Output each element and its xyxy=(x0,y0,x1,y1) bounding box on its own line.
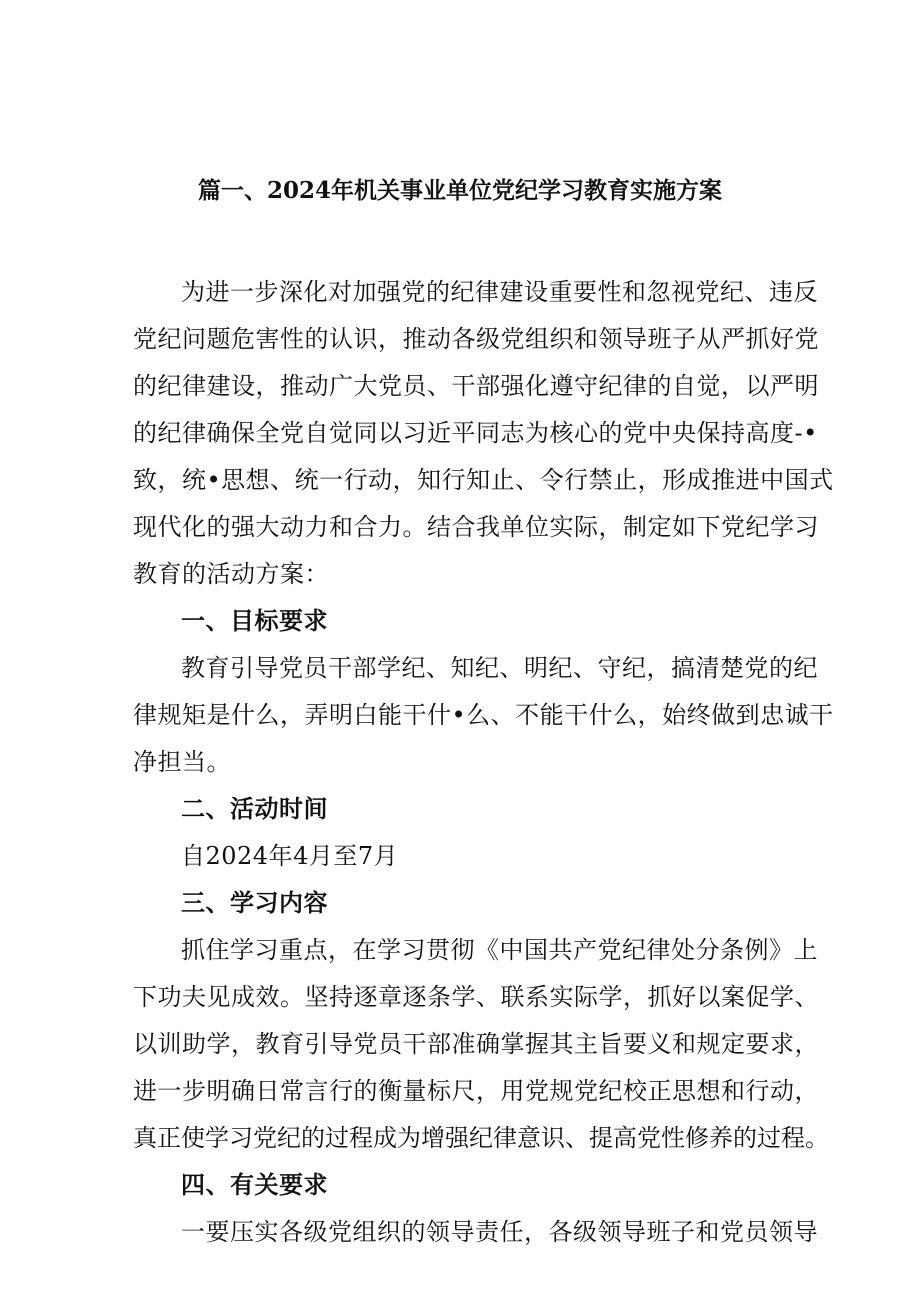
section3-line-1: 抓住学习重点，在学习贯彻《中国共产党纪律处分条例》上 xyxy=(181,936,818,964)
section2-heading: 二、活动时间 xyxy=(181,794,328,823)
section3-line-4: 进一步明确日常言行的衡量标尺，用党规党纪校正思想和行动， xyxy=(133,1077,819,1105)
section1-line-1: 教育引导党员干部学纪、知纪、明纪、守纪，搞清楚党的纪 xyxy=(181,654,818,682)
section1-heading: 一、目标要求 xyxy=(181,606,328,635)
section2-text: 自2024年4月至7月 xyxy=(181,842,399,870)
intro-line-5: 致，统•思想、统一行动，知行知止、令行禁止，形成推进中国式 xyxy=(133,466,834,494)
document-title: 篇一、2024年机关事业单位党纪学习教育实施方案 xyxy=(197,177,722,204)
section4-heading: 四、有关要求 xyxy=(181,1170,328,1199)
section4-line-1: 一要压实各级党组织的领导责任，各级领导班子和党员领导 xyxy=(181,1218,818,1246)
section3-line-5: 真正使学习党纪的过程成为增强纪律意识、提高党性修养的过程。 xyxy=(133,1124,829,1152)
intro-line-4: 的纪律确保全党自觉同以习近平同志为核心的党中央保持高度-• xyxy=(133,419,818,447)
intro-line-1: 为进一步深化对加强党的纪律建设重要性和忽视党纪、违反 xyxy=(181,278,818,306)
section1-line-3: 净担当。 xyxy=(133,748,231,776)
intro-line-6: 现代化的强大动力和合力。结合我单位实际，制定如下党纪学习 xyxy=(133,513,819,541)
section3-heading: 三、学习内容 xyxy=(181,888,328,917)
intro-line-7: 教育的活动方案： xyxy=(133,560,329,588)
section3-line-3: 以训助学，教育引导党员干部准确掌握其主旨要义和规定要求， xyxy=(133,1030,819,1058)
intro-line-2: 党纪问题危害性的认识，推动各级党组织和领导班子从严抓好党 xyxy=(133,325,819,353)
intro-line-3: 的纪律建设，推动广大党员、干部强化遵守纪律的自觉，以严明 xyxy=(133,372,819,400)
section1-line-2: 律规矩是什么，弄明白能干什•么、不能干什么，始终做到忠诚干 xyxy=(133,701,834,729)
section3-line-2: 下功夫见成效。坚持逐章逐条学、联系实际学，抓好以案促学、 xyxy=(133,983,819,1011)
